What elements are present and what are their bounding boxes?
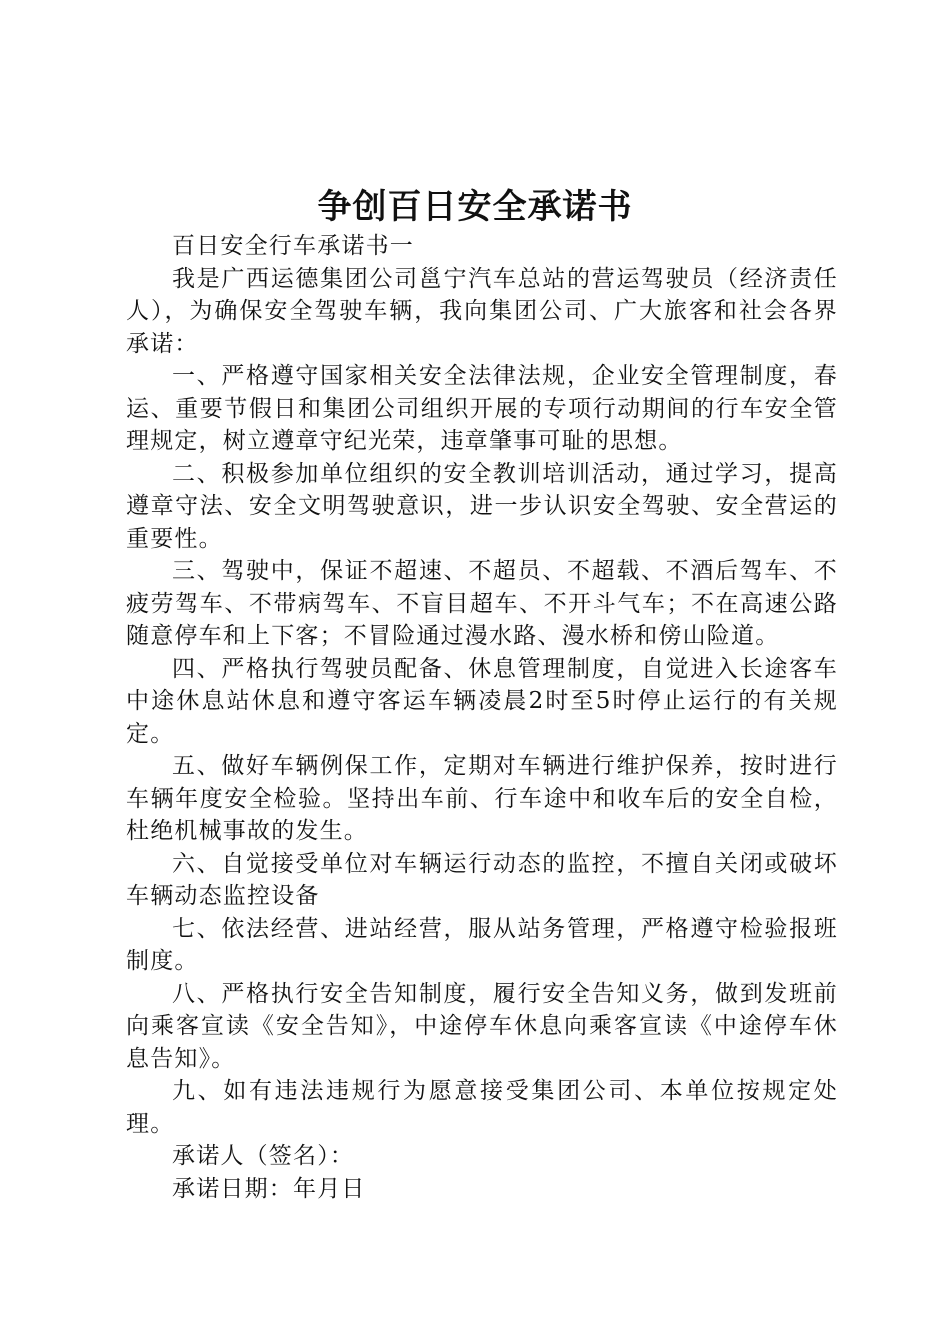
date-line: 承诺日期：年月日 (172, 1175, 366, 1202)
clause-6: 六、自觉接受单位对车辆运行动态的监控，不擅自关闭或破坏车辆动态监控设备 (126, 850, 838, 909)
clause-4: 四、严格执行驾驶员配备、休息管理制度，自觉进入长途客车中途休息站休息和遵守客运车辆凌晨2时至5时停止运行的有关规定。 (126, 655, 838, 747)
clause-7: 七、依法经营、进站经营，服从站务管理，严格遵守检验报班制度。 (126, 915, 838, 974)
clause-3: 三、驾驶中，保证不超速、不超员、不超载、不酒后驾车、不疲劳驾车、不带病驾车、不盲目超车、不开斗气车；不在高速公路随意停车和上下客；不冒险通过漫水路、漫水桥和傍山险道。 (126, 558, 838, 649)
clause-5: 五、做好车辆例保工作，定期对车辆进行维护保养，按时进行车辆年度安全检验。坚持出车前、行车途中和收车后的安全自检，杜绝机械事故的发生。 (126, 753, 838, 844)
intro-paragraph: 我是广西运德集团公司邕宁汽车总站的营运驾驶员（经济责任人），为确保安全驾驶车辆，我向集团公司、广大旅客和社会各界承诺： (126, 265, 838, 357)
signature-line: 承诺人（签名）： (172, 1143, 355, 1169)
clause-2: 二、积极参加单位组织的安全教训培训活动，通过学习，提高遵章守法、安全文明驾驶意识，进一步认识安全驾驶、安全营运的重要性。 (126, 460, 838, 552)
clause-9: 九、如有违法违规行为愿意接受集团公司、本单位按规定处理。 (126, 1078, 838, 1137)
document-title: 争创百日安全承诺书 (317, 187, 633, 227)
subtitle: 百日安全行车承诺书一 (172, 233, 414, 259)
clause-1: 一、严格遵守国家相关安全法律法规，企业安全管理制度，春运、重要节假日和集团公司组织开展的专项行动期间的行车安全管理规定，树立遵章守纪光荣，违章肇事可耻的思想。 (126, 363, 838, 454)
document-body (126, 230, 838, 1205)
clause-8: 八、严格执行安全告知制度，履行安全告知义务，做到发班前向乘客宣读《安全告知》，中途停车休息向乘客宣读《中途停车休息告知》。 (126, 980, 838, 1072)
